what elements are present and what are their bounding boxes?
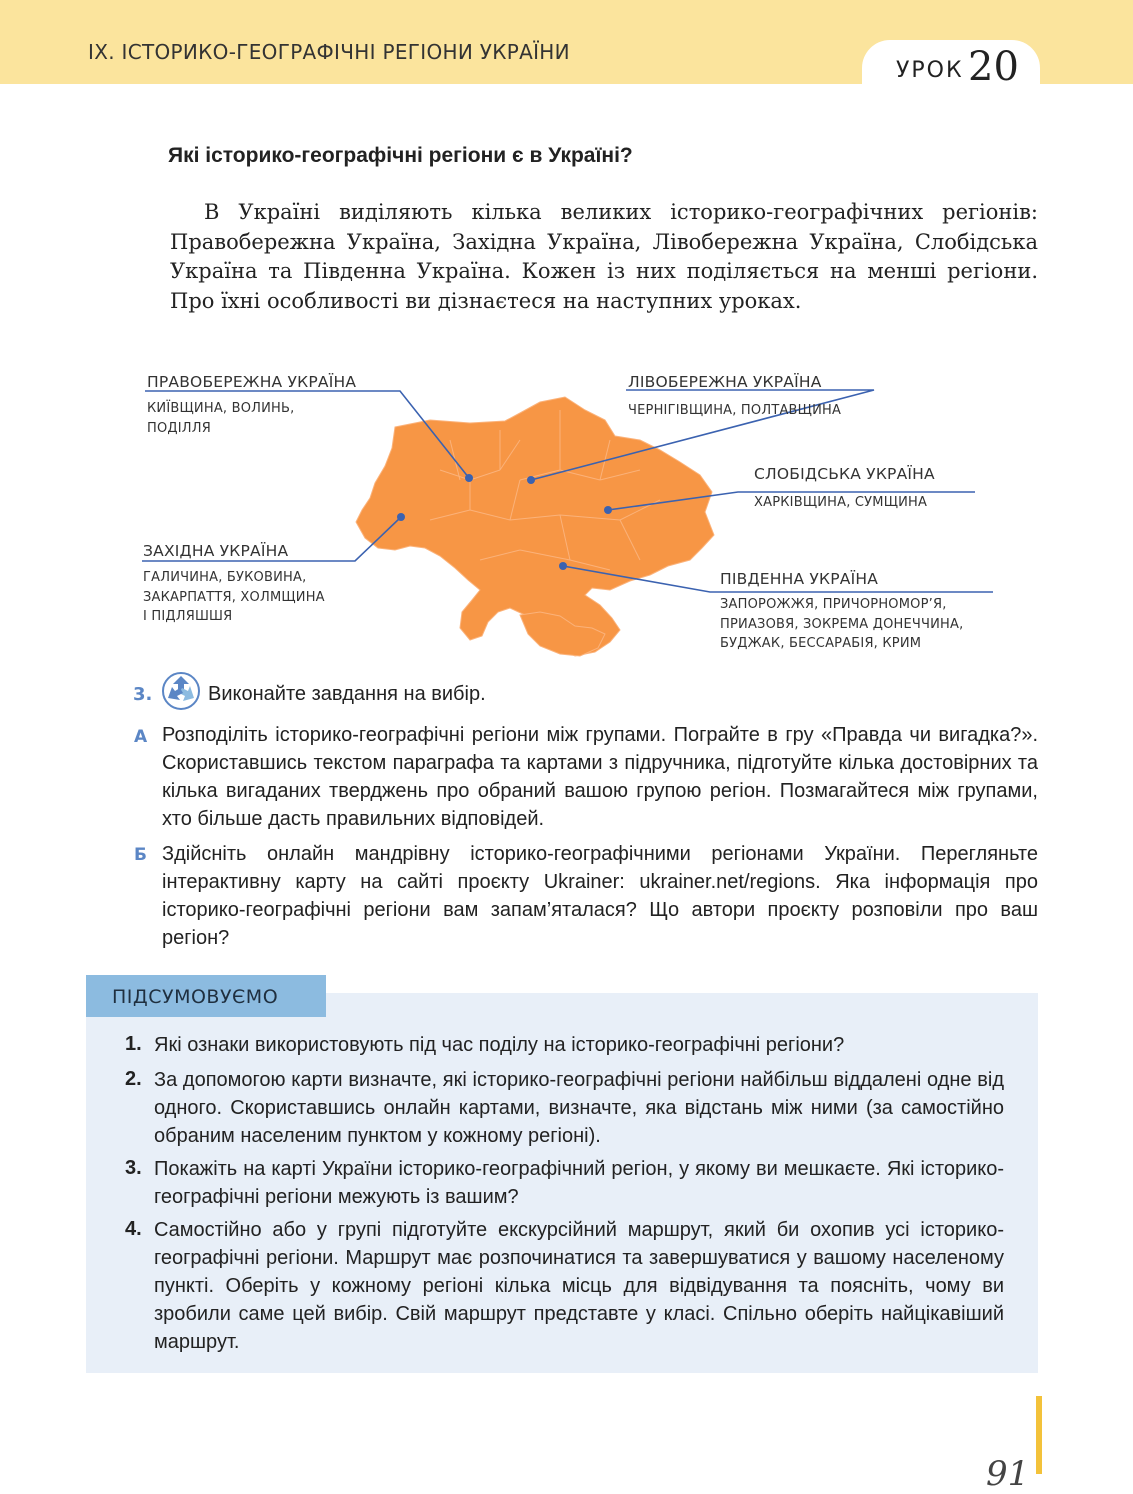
region-sub-slobidska <box>754 493 927 513</box>
region-sub-zakhidna <box>143 568 325 627</box>
pin-pravoberezhna <box>465 474 473 482</box>
region-sub-line: ГАЛИЧИНА, БУКОВИНА, <box>143 570 307 585</box>
region-sub-line: І ПІДЛЯШШЯ <box>143 609 233 624</box>
pin-pivdenna <box>559 562 567 570</box>
summary-item-text: Покажіть на карті України історико-географічний регіон, у якому ви мешкаєте. Які історико-географічні регіони межують із вашим? <box>154 1158 1004 1208</box>
option-b-text: Здійсніть онлайн мандрівну історико-географічними регіонами України. Перегляньте інтерактивну карту на сайті проєкту Ukrainer: ukrainer.net/regions. Яка інформація про історико-географічні регіони вам запам’яталася? Що автори проєкту розповіли про ваш регіон? <box>162 843 1038 949</box>
region-sub-line: ПОДІЛЛЯ <box>147 420 211 436</box>
region-sub-livoberezhna <box>628 401 841 421</box>
section-heading: Які історико-географічні регіони є в Україні? <box>168 144 633 167</box>
region-sub-pravoberezhna <box>147 399 294 438</box>
arrows-cycle-icon <box>160 670 202 712</box>
summary-item-text: За допомогою карти визначте, які історико-географічні регіони найбільш віддалені одне від одного. Скориставшись онлайн картами, визначте, яка відстань між ними (за самостійно обраним населеним пунктом у кожному регіоні). <box>154 1069 1004 1147</box>
summary-item-number: 2. <box>125 1068 142 1090</box>
region-label-pravoberezhna: ПРАВОБЕРЕЖНА УКРАЇНА <box>147 373 357 391</box>
summary-item-number: 1. <box>125 1033 142 1055</box>
option-b-letter: Б <box>134 845 147 865</box>
pin-slobidska <box>604 506 612 514</box>
region-sub-line: ПРИАЗОВЯ, ЗОКРЕМА ДОНЕЧЧИНА, <box>720 616 964 632</box>
summary-label: ПІДСУМОВУЄМО <box>112 986 279 1008</box>
region-sub-line: ЗАКАРПАТТЯ, ХОЛМЩИНА <box>143 589 325 605</box>
ukraine-map-shape <box>356 397 714 656</box>
summary-item-number: 3. <box>125 1157 142 1179</box>
region-sub-line: ХАРКІВЩИНА, СУМЩИНА <box>754 495 928 510</box>
summary-item-text: Самостійно або у групі підготуйте екскурсійний маршрут, який би охопив усі історико-географічні регіони. Маршрут має розпочинатися та завершуватися у вашому населеному пункті. Оберіть у кожному регіоні кілька місць для відвідування та поясніть, чому ви зробили саме цей вибір. Свій маршрут представте у класі. Спільно оберіть найцікавіший маршрут. <box>154 1219 1004 1353</box>
chapter-title: IX. ІСТОРИКО-ГЕОГРАФІЧНІ РЕГІОНИ УКРАЇНИ <box>88 40 570 64</box>
region-label-pivdenna: ПІВДЕННА УКРАЇНА <box>720 570 879 588</box>
option-a-letter: А <box>134 727 148 747</box>
summary-item-number: 4. <box>125 1218 142 1240</box>
pin-zakhidna <box>397 513 405 521</box>
page-number: 91 <box>986 1454 1030 1494</box>
task-number: 3. <box>133 684 153 705</box>
lead-paragraph: В Україні виділяють кілька великих історико-географічних регіонів: Правобережна Україна, Західна Україна, Лівобережна Україна, Слобідська Україна та Південна Україна. Кожен із них поділяється на менші регіони. Про їхні особливості ви дізнаєтеся на наступних уроках. <box>170 200 1038 313</box>
region-label-slobidska: СЛОБІДСЬКА УКРАЇНА <box>754 465 935 483</box>
lesson-label: УРОК <box>896 58 964 83</box>
region-sub-line: ЗАПОРОЖЖЯ, ПРИЧОРНОМОР’Я, <box>720 597 947 612</box>
region-label-zakhidna: ЗАХІДНА УКРАЇНА <box>143 542 289 560</box>
region-sub-line: ЧЕРНІГІВЩИНА, ПОЛТАВЩИНА <box>628 403 842 418</box>
region-sub-line: БУДЖАК, БЕССАРАБІЯ, КРИМ <box>720 636 922 651</box>
summary-item-text: Які ознаки використовують під час поділу на історико-географічні регіони? <box>154 1034 845 1056</box>
task-intro: Виконайте завдання на вибір. <box>208 683 486 705</box>
region-label-livoberezhna: ЛІВОБЕРЕЖНА УКРАЇНА <box>628 373 822 391</box>
pin-livoberezhna <box>527 476 535 484</box>
region-sub-line: КИЇВЩИНА, ВОЛИНЬ, <box>147 401 295 416</box>
option-a-text: Розподіліть історико-географічні регіони між групами. Пограйте в гру «Правда чи вигадка?». Скориставшись текстом параграфа та картами з підручника, підготуйте кілька достовірних та кілька вигаданих тверджень про обраний вашою групою регіон. Позмагайтеся між групами, хто більше дасть правильних відповідей. <box>162 724 1038 830</box>
lesson-number: 20 <box>968 44 1019 90</box>
region-sub-pivdenna <box>720 595 963 654</box>
page-accent-bar <box>1036 1396 1042 1474</box>
